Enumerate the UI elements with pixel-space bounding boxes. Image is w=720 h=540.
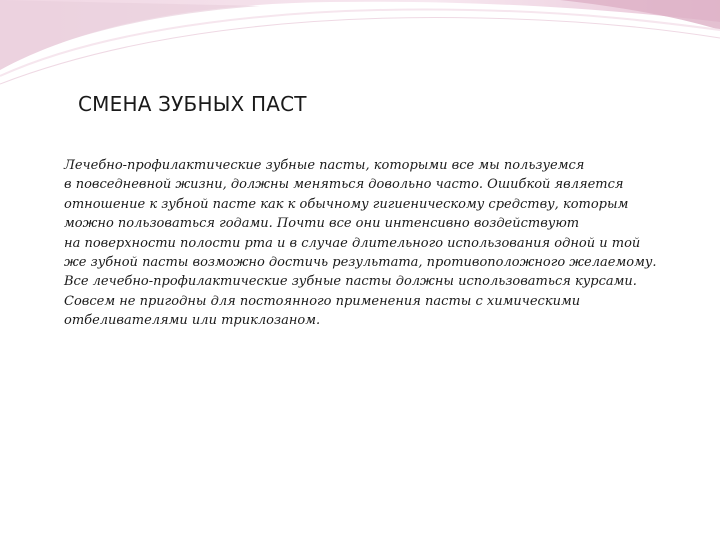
- body-line: отношение к зубной пасте как к обычному гигиеническому средству, которым: [64, 196, 629, 212]
- slide-body-text: [64, 156, 694, 331]
- body-line: отбеливателями или триклозаном.: [64, 313, 321, 329]
- body-line: можно пользоваться годами. Почти все они интенсивно воздействуют: [64, 216, 580, 232]
- body-line: Совсем не пригодны для постоянного применения пасты с химическими: [64, 293, 581, 309]
- body-line: в повседневной жизни, должны меняться довольно часто. Ошибкой является: [64, 177, 624, 193]
- slide-title: СМЕНА ЗУБНЫХ ПАСТ: [78, 92, 307, 116]
- body-line: Лечебно-профилактические зубные пасты, которыми все мы пользуемся: [64, 158, 585, 173]
- body-line: на поверхности полости рта и в случае длительного использования одной и той: [64, 235, 641, 251]
- body-line: же зубной пасты возможно достичь результата, противоположного желаемому.: [64, 255, 657, 271]
- body-line: Все лечебно-профилактические зубные пасты должны использоваться курсами.: [64, 274, 637, 290]
